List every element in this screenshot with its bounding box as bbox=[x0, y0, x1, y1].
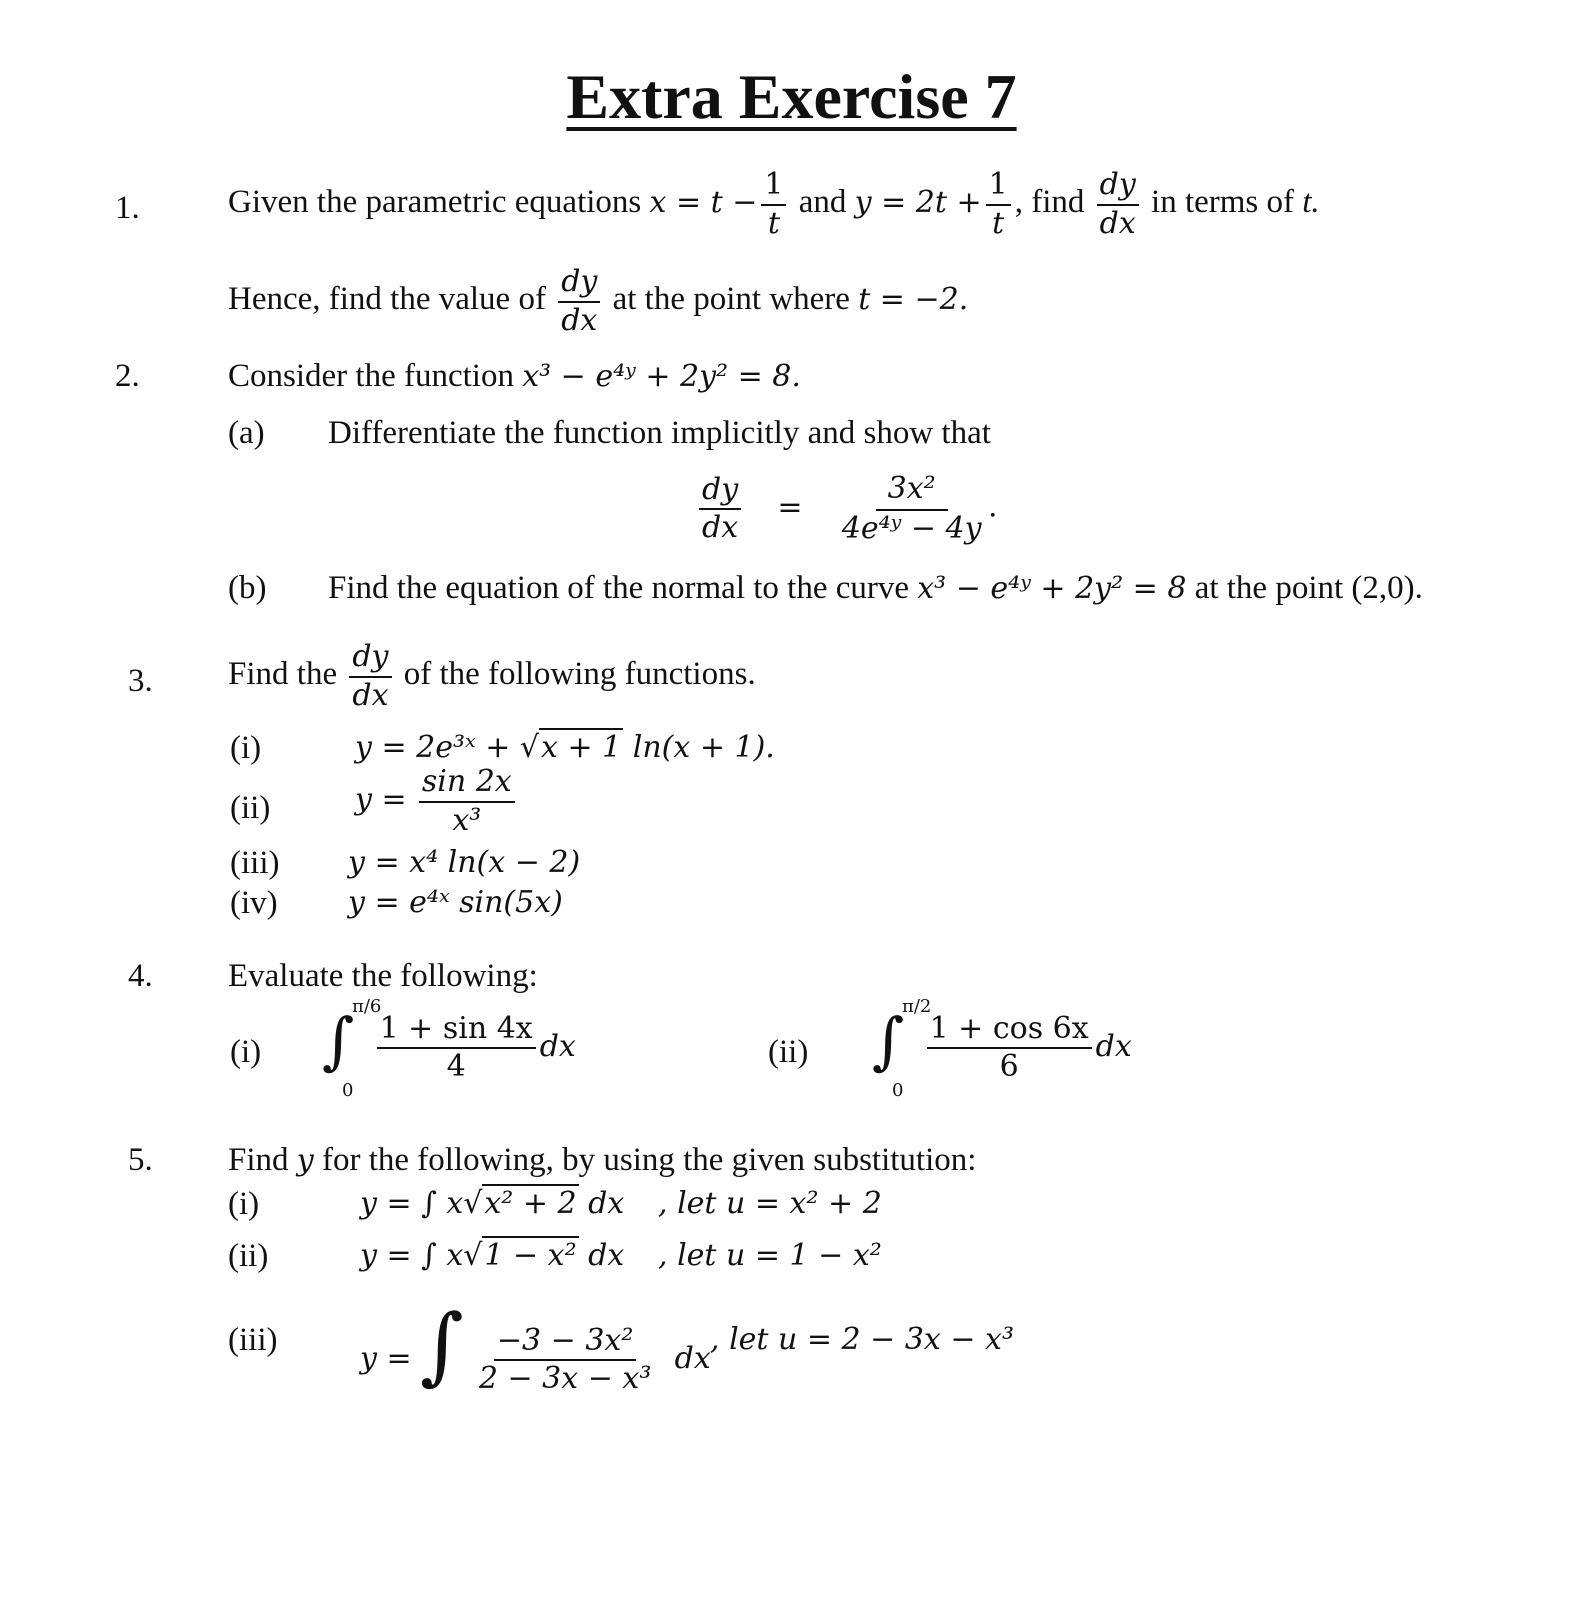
question-3iii-expression: y = x⁴ ln(x − 2) bbox=[348, 845, 581, 880]
question-5iii-label: (iii) bbox=[228, 1322, 278, 1358]
question-3-intro: Find the $\frac{dy}{dx}$ of the following functions. bbox=[228, 639, 756, 713]
question-5ii-expression: y = ∫ x√1 − x² dx bbox=[360, 1238, 625, 1273]
fraction-dy-dx: $\frac{dy}{dx}$ bbox=[699, 473, 741, 546]
question-3iv-label: (iv) bbox=[230, 885, 278, 921]
question-4i-label: (i) bbox=[230, 1034, 262, 1070]
question-2b-label: (b) bbox=[228, 570, 267, 606]
question-5i-label: (i) bbox=[228, 1186, 260, 1222]
question-1-line-1: Given the parametric equations x = t − $\frac{1}{t}$ and y = 2t + $\frac{1}{t}$ , find $\frac{dy}{dx}$ in terms of t. bbox=[228, 167, 1320, 241]
question-4ii-label: (ii) bbox=[768, 1034, 809, 1070]
question-2a-label: (a) bbox=[228, 415, 265, 451]
page-title: Extra Exercise 7 bbox=[566, 61, 1017, 132]
question-2a-equation: $\frac{dy}{dx}$ = $\frac{\text{3x²}}{\text{4e⁴ʸ − 4y}}$ . bbox=[695, 472, 997, 546]
question-5-number: 5. bbox=[128, 1142, 153, 1178]
fraction-dy-dx: $\frac{dy}{dx}$ bbox=[1097, 168, 1139, 241]
question-3i-expression: y = 2e³ˣ + √x + 1 ln(x + 1). bbox=[355, 730, 775, 765]
integrand-fraction: $\frac{\text{−3 − 3x²}}{\text{2 − 3x − x³}}$ bbox=[478, 1322, 652, 1397]
upper-limit: π/6 bbox=[352, 996, 382, 1017]
question-1-number: 1. bbox=[115, 190, 140, 226]
integral-sign: ∫ bbox=[872, 1004, 905, 1077]
question-3-number: 3. bbox=[128, 663, 153, 699]
fraction-derivative-result: $\frac{\text{3x²}}{\text{4e⁴ʸ − 4y}}$ bbox=[841, 471, 982, 546]
question-5i-expression: y = ∫ x√x² + 2 dx bbox=[360, 1186, 625, 1221]
question-3ii-label: (ii) bbox=[230, 790, 271, 826]
integral-sign: ∫ bbox=[322, 1004, 355, 1077]
question-2b-text: Find the equation of the normal to the curve x³ − e⁴ʸ + 2y² = 8 at the point (2,0). bbox=[328, 570, 1423, 606]
question-4-text: Evaluate the following: bbox=[228, 958, 538, 994]
question-2-intro: Consider the function x³ − e⁴ʸ + 2y² = 8. bbox=[228, 358, 801, 394]
fraction-one-over-t: $\frac{1}{t}$ bbox=[761, 168, 786, 241]
question-5-text: Find y for the following, by using the given substitution: bbox=[228, 1142, 977, 1178]
question-3iv-expression: y = e⁴ˣ sin(5x) bbox=[348, 885, 563, 920]
question-4-number: 4. bbox=[128, 958, 153, 994]
integrand-fraction: $\frac{1 + \cos 6x}{6}$ bbox=[927, 1012, 1092, 1085]
fraction-dy-dx: $\frac{dy}{dx}$ bbox=[349, 640, 391, 713]
question-5i-substitution: , let u = x² + 2 bbox=[658, 1186, 882, 1221]
question-2a-text: Differentiate the function implicitly and show that bbox=[328, 415, 991, 451]
question-3ii-expression: y = $\frac{\sin 2x}{\text{x³}}$ bbox=[355, 765, 519, 838]
question-5ii-label: (ii) bbox=[228, 1238, 269, 1274]
fraction-one-over-t-2: $\frac{1}{t}$ bbox=[986, 168, 1011, 241]
question-3i-label: (i) bbox=[230, 730, 262, 766]
question-5iii-substitution: , let u = 2 − 3x − x³ bbox=[710, 1322, 1014, 1357]
question-4ii-integral: ∫ π/2 0 $\frac{1 + \cos 6x}{6}$ dx bbox=[872, 996, 1132, 1101]
upper-limit: π/2 bbox=[902, 996, 932, 1017]
question-5ii-substitution: , let u = 1 − x² bbox=[658, 1238, 882, 1273]
question-2-number: 2. bbox=[115, 358, 140, 394]
question-5iii-expression: y = ∫ $\frac{\text{−3 − 3x²}}{\text{2 − 3x − x³}}$ dx bbox=[360, 1296, 711, 1397]
fraction-dy-dx: $\frac{dy}{dx}$ bbox=[558, 265, 600, 338]
question-3iii-label: (iii) bbox=[230, 845, 280, 881]
integrand-fraction: $\frac{1 + \sin 4x}{4}$ bbox=[377, 1012, 536, 1085]
lower-limit: 0 bbox=[892, 1080, 904, 1101]
question-4i-integral: ∫ π/6 0 $\frac{1 + \sin 4x}{4}$ dx bbox=[322, 996, 576, 1101]
integral-sign: ∫ bbox=[419, 1296, 464, 1394]
question-1-line-2: Hence, find the value of $\frac{dy}{dx}$ at the point where t = −2. bbox=[228, 264, 969, 338]
lower-limit: 0 bbox=[342, 1080, 354, 1101]
